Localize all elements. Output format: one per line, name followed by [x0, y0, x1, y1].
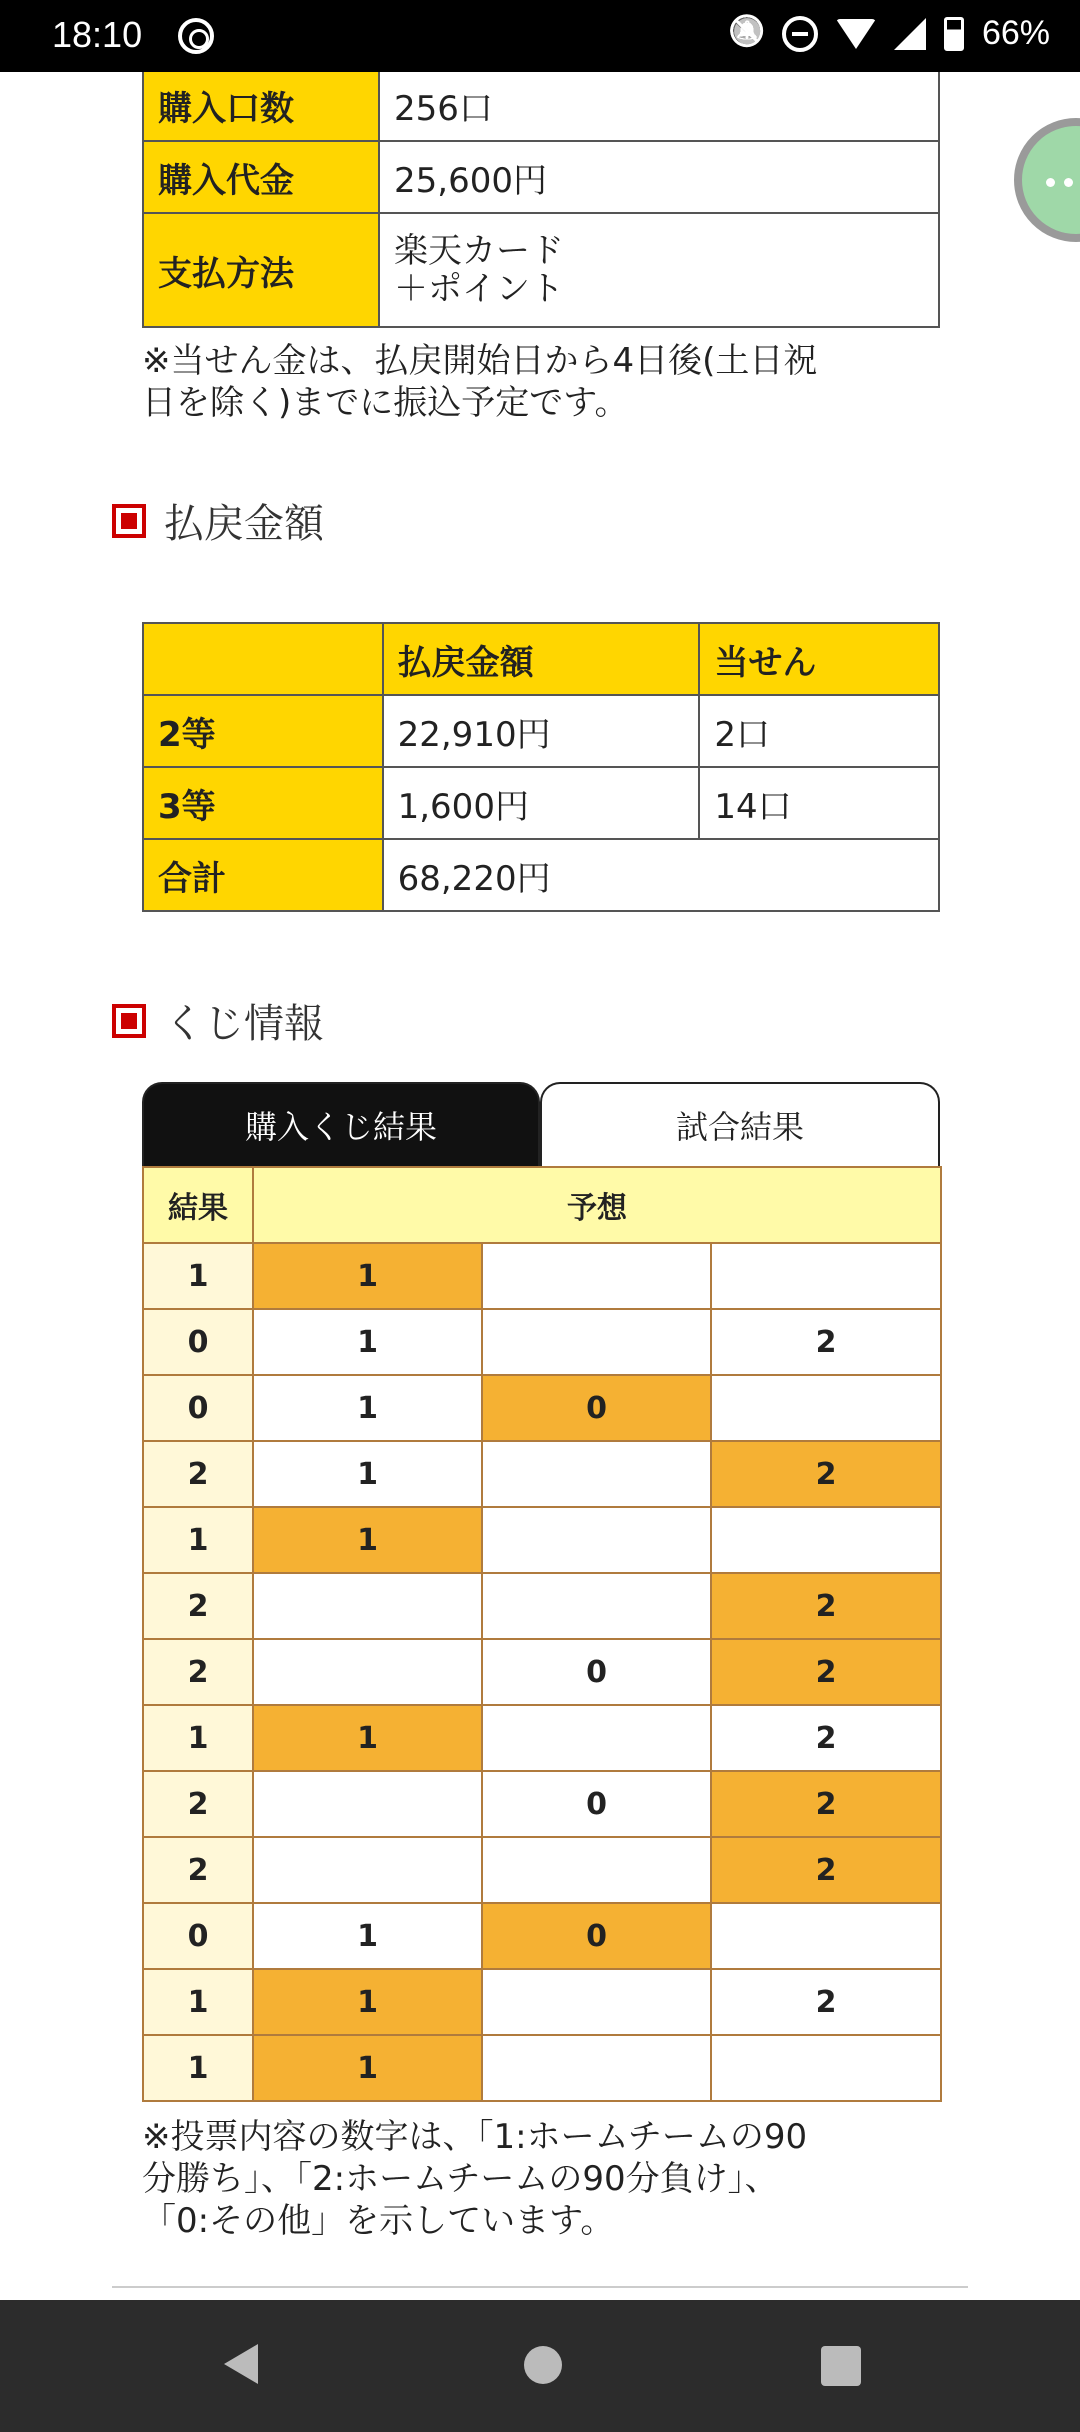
payout-header-amount: 払戻金額 — [383, 623, 700, 695]
table-row — [143, 767, 939, 839]
payout-header-count: 当せん — [699, 623, 939, 695]
result-cell: 2 — [143, 1771, 253, 1837]
prediction-hit-cell: 2 — [711, 1837, 941, 1903]
lottery-info-heading — [112, 992, 324, 1049]
prediction-hit-cell: 1 — [253, 2035, 482, 2101]
dnd-icon — [782, 16, 818, 52]
payout-table — [142, 622, 940, 912]
prediction-cell: 2 — [711, 1969, 941, 2035]
prediction-legend-note — [142, 2116, 932, 2242]
result-cell: 0 — [143, 1903, 253, 1969]
prediction-cell: 2 — [711, 1309, 941, 1375]
prediction-cell — [253, 1573, 482, 1639]
payment-method-value — [379, 213, 939, 327]
tab-purchased-results[interactable]: 購入くじ結果 — [142, 1082, 540, 1166]
result-cell: 1 — [143, 1969, 253, 2035]
prediction-hit-cell: 2 — [711, 1573, 941, 1639]
table-row — [143, 141, 939, 213]
note-line: 日を除く)までに振込予定です。 — [142, 383, 629, 423]
payment-method-label: 支払方法 — [143, 213, 379, 327]
chrome-icon — [178, 18, 214, 54]
prediction-hit-cell: 1 — [253, 1705, 482, 1771]
prediction-hit-cell: 2 — [711, 1771, 941, 1837]
payout-count: 2口 — [699, 695, 939, 767]
dot-icon — [1064, 178, 1073, 187]
table-row — [143, 1441, 941, 1507]
prediction-hit-cell: 0 — [482, 1903, 711, 1969]
battery-icon — [944, 17, 964, 51]
prediction-column-header: 予想 — [253, 1167, 941, 1243]
result-cell: 2 — [143, 1441, 253, 1507]
purchase-count-label: 購入口数 — [143, 72, 379, 141]
status-bar — [0, 0, 1080, 72]
table-row — [143, 1243, 941, 1309]
payout-total-label: 合計 — [143, 839, 383, 911]
purchase-info-table — [142, 72, 940, 328]
status-icons — [728, 14, 1050, 53]
recent-apps-icon[interactable] — [821, 2346, 861, 2386]
prediction-cell — [482, 1573, 711, 1639]
purchase-amount-label: 購入代金 — [143, 141, 379, 213]
payout-grade: 3等 — [143, 767, 383, 839]
prediction-cell — [482, 1309, 711, 1375]
prediction-cell — [482, 1507, 711, 1573]
table-row — [143, 1771, 941, 1837]
prediction-cell — [253, 1771, 482, 1837]
prediction-cell — [482, 1969, 711, 2035]
note-line: 分勝ち」、「2:ホームチームの90分負け」、 — [142, 2159, 779, 2199]
status-time: 18:10 — [52, 14, 143, 55]
navigation-bar — [0, 2300, 1080, 2432]
signal-icon — [894, 18, 926, 50]
result-cell: 1 — [143, 1705, 253, 1771]
prediction-cell — [711, 1903, 941, 1969]
prediction-cell — [482, 2035, 711, 2101]
battery-percent: 66% — [981, 14, 1050, 52]
prediction-cell: 1 — [253, 1903, 482, 1969]
payout-total-value: 68,220円 — [383, 839, 939, 911]
note-line: 「0:その他」を示しています。 — [142, 2201, 615, 2241]
table-row — [143, 1309, 941, 1375]
table-row — [143, 72, 939, 141]
result-cell: 2 — [143, 1573, 253, 1639]
dot-icon — [1046, 178, 1055, 187]
table-row — [143, 623, 939, 695]
result-cell: 2 — [143, 1837, 253, 1903]
payout-heading-text: 払戻金額 — [164, 501, 324, 547]
back-icon[interactable] — [224, 2344, 258, 2384]
section-divider — [112, 2286, 968, 2288]
home-icon[interactable] — [524, 2346, 562, 2384]
prediction-hit-cell: 2 — [711, 1639, 941, 1705]
table-row — [143, 1705, 941, 1771]
payout-header-empty — [143, 623, 383, 695]
prediction-cell: 0 — [482, 1639, 711, 1705]
prediction-cell — [482, 1705, 711, 1771]
prediction-cell: 2 — [711, 1705, 941, 1771]
prediction-results-table — [142, 1166, 942, 2102]
payment-method-line2: ＋ポイント — [394, 269, 564, 309]
table-row — [143, 1507, 941, 1573]
result-cell: 1 — [143, 2035, 253, 2101]
lottery-tabs — [142, 1082, 940, 1166]
table-row — [143, 1969, 941, 2035]
wifi-icon — [836, 19, 876, 49]
section-square-icon — [112, 1004, 146, 1038]
purchase-count-value: 256口 — [379, 72, 939, 141]
bell-off-icon — [728, 16, 764, 52]
table-row — [143, 2035, 941, 2101]
payout-amount: 1,600円 — [383, 767, 700, 839]
prediction-hit-cell: 2 — [711, 1441, 941, 1507]
prediction-hit-cell: 1 — [253, 1507, 482, 1573]
prediction-cell — [482, 1837, 711, 1903]
table-row — [143, 213, 939, 327]
lottery-info-heading-text: くじ情報 — [164, 1001, 324, 1047]
payout-heading — [112, 492, 324, 549]
page-content — [0, 72, 1080, 2300]
result-cell: 0 — [143, 1375, 253, 1441]
prediction-hit-cell: 1 — [253, 1243, 482, 1309]
note-line: ※当せん金は、払戻開始日から4日後(土日祝 — [142, 341, 818, 381]
table-row — [143, 1837, 941, 1903]
payout-schedule-note — [142, 340, 932, 424]
table-row — [143, 1573, 941, 1639]
payout-count: 14口 — [699, 767, 939, 839]
prediction-hit-cell: 1 — [253, 1969, 482, 2035]
purchase-amount-value: 25,600円 — [379, 141, 939, 213]
note-line: ※投票内容の数字は、「1:ホームチームの90 — [142, 2117, 808, 2157]
prediction-cell: 1 — [253, 1441, 482, 1507]
table-row — [143, 1903, 941, 1969]
result-cell: 1 — [143, 1243, 253, 1309]
prediction-cell — [482, 1243, 711, 1309]
table-row — [143, 839, 939, 911]
prediction-cell — [711, 1375, 941, 1441]
prediction-cell: 1 — [253, 1375, 482, 1441]
payout-grade: 2等 — [143, 695, 383, 767]
prediction-cell: 1 — [253, 1309, 482, 1375]
table-row — [143, 1375, 941, 1441]
prediction-cell — [482, 1441, 711, 1507]
table-header-row — [143, 1167, 941, 1243]
prediction-cell — [253, 1639, 482, 1705]
table-row — [143, 1639, 941, 1705]
prediction-cell — [253, 1837, 482, 1903]
result-cell: 1 — [143, 1507, 253, 1573]
prediction-cell: 0 — [482, 1771, 711, 1837]
prediction-cell — [711, 1243, 941, 1309]
payment-method-line1: 楽天カード — [394, 231, 564, 271]
table-row — [143, 695, 939, 767]
prediction-hit-cell: 0 — [482, 1375, 711, 1441]
prediction-cell — [711, 2035, 941, 2101]
tab-match-results[interactable]: 試合結果 — [540, 1082, 940, 1166]
result-column-header: 結果 — [143, 1167, 253, 1243]
section-square-icon — [112, 504, 146, 538]
prediction-cell — [711, 1507, 941, 1573]
result-cell: 0 — [143, 1309, 253, 1375]
payout-amount: 22,910円 — [383, 695, 700, 767]
result-cell: 2 — [143, 1639, 253, 1705]
